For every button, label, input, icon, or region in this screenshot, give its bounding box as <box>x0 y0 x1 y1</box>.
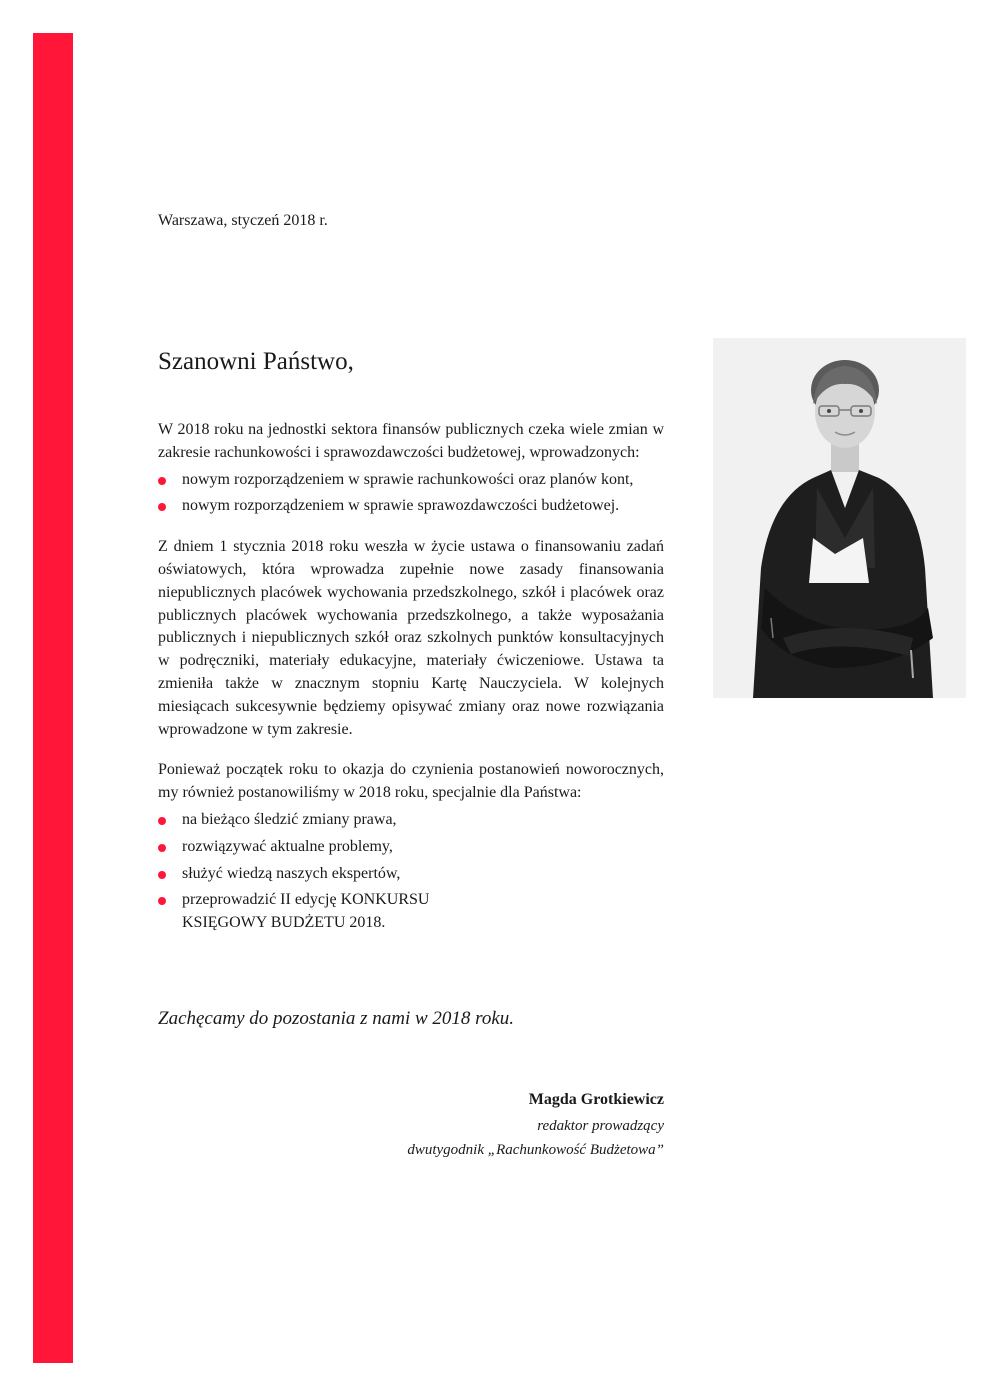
list-item-text: przeprowadzić II edycję KONKURSU KSIĘGOWY BUDŻETU 2018. <box>182 891 430 932</box>
letter-greeting: Szanowni Państwo, <box>158 348 354 375</box>
signature-name: Magda Grotkiewicz <box>528 1091 664 1108</box>
portrait-illustration <box>713 338 966 698</box>
bullet-dot-icon <box>158 817 166 825</box>
intro-paragraph: W 2018 roku na jednostki sektora finansów publicznych czeka wiele zmian w zakresie rachunkowości i sprawozdawczości budżetowej, wprowadzonych: <box>158 421 664 461</box>
list-item-text: nowym rozporządzeniem w sprawie sprawozdawczości budżetowej. <box>182 497 620 515</box>
red-accent-bar <box>33 33 73 1363</box>
letter-body <box>158 419 664 939</box>
list-item <box>158 836 664 859</box>
bullet-dot-icon <box>158 503 166 511</box>
bullet-dot-icon <box>158 871 166 879</box>
signature-block <box>407 1088 664 1162</box>
list-item <box>158 889 462 935</box>
resolutions-bullet-list <box>158 809 664 935</box>
list-item-text: na bieżąco śledzić zmiany prawa, <box>182 810 397 828</box>
letter-date: Warszawa, styczeń 2018 r. <box>158 212 328 229</box>
intro-bullet-list <box>158 469 664 519</box>
body-paragraph: Z dniem 1 stycznia 2018 roku weszła w życie ustawa o finansowaniu zadań oświatowych, która wprowadza zupełnie nowe zasady finansowania niepublicznych placówek wychowania przedszkolnego, szkół i placówek oraz publicznych placówek wychowania przedszkolnego, a także wyposażania publicznych i niepublicznych szkół oraz szkolnych punktów konsultacyjnych w podręczniki, materiały edukacyjne, materiały ćwiczeniowe. Ustawa ta zmieniła także w znacznym stopniu Kartę Nauczyciela. W kolejnych miesiącach sukcesywnie będziemy opisywać zmiany oraz nowe rozwiązania wprowadzone w tym zakresie. <box>158 538 664 738</box>
author-portrait-photo <box>713 338 966 698</box>
list-item-text: służyć wiedzą naszych ekspertów, <box>182 864 401 882</box>
signature-role: redaktor prowadzący <box>537 1118 664 1134</box>
list-item <box>158 863 664 886</box>
bullet-dot-icon <box>158 844 166 852</box>
bullet-dot-icon <box>158 477 166 485</box>
closing-line: Zachęcamy do pozostania z nami w 2018 roku. <box>158 1008 515 1029</box>
list-item <box>158 495 664 518</box>
bullet-dot-icon <box>158 897 166 905</box>
resolutions-paragraph: Ponieważ początek roku to okazja do czynienia postanowień noworocznych, my również postanowiliśmy w 2018 roku, specjalnie dla Państwa: <box>158 761 664 802</box>
list-item-text: nowym rozporządzeniem w sprawie rachunkowości oraz planów kont, <box>182 470 634 488</box>
list-item <box>158 809 664 832</box>
signature-publication: dwutygodnik „Rachunkowość Budżetowa” <box>407 1142 664 1158</box>
list-item <box>158 469 664 492</box>
list-item-text: rozwiązywać aktualne problemy, <box>182 837 393 855</box>
